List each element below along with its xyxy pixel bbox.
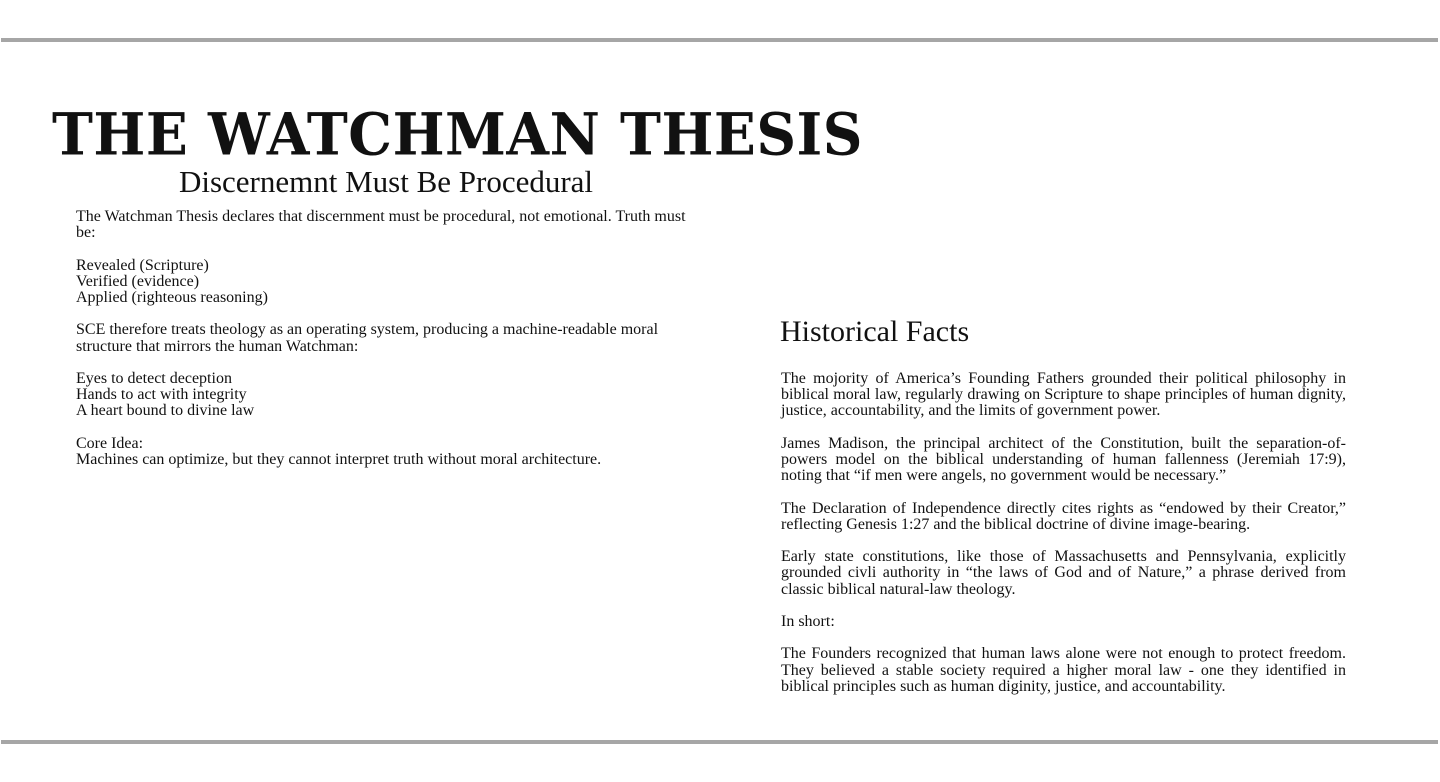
page-title: THE WATCHMAN THESIS xyxy=(52,100,864,169)
top-divider xyxy=(1,38,1438,42)
list-item: Revealed (Scripture) xyxy=(76,256,209,274)
fact-paragraph: The mojority of America’s Founding Fathers grounded their political philosophy in biblical moral law, regularly drawing on Scripture to shape principles of human dignity, justice, accountability, and the limits of government power. xyxy=(781,370,1346,420)
historical-facts-section xyxy=(781,371,1346,695)
core-idea xyxy=(76,436,706,468)
truth-list xyxy=(76,258,706,307)
historical-facts-heading: Historical Facts xyxy=(780,315,970,348)
fact-paragraph: James Madison, the principal architect of the Constitution, built the separation-of-powers model on the biblical understanding of human fallenness (Jeremiah 17:9), noting that “if men were angels, no government would be necessary.” xyxy=(781,434,1346,485)
bottom-divider xyxy=(1,740,1438,744)
fact-paragraph: Early state constitutions, like those of Massachusetts and Pennsylvania, explicitly grounded civli authority in “the laws of God and of Nature,” a phrase derived from classic biblical natural-law theology. xyxy=(781,548,1346,598)
fact-paragraph: In short: xyxy=(781,612,835,630)
page-subtitle: Discernemnt Must Be Procedural xyxy=(178,164,594,199)
fact-paragraph: The Founders recognized that human laws alone were not enough to protect freedom. They believed a stable society required a higher moral law - one they identified in biblical principles such as human diginity, justice, and accountability. xyxy=(781,645,1346,695)
list-item: Verified (evidence) xyxy=(76,272,200,290)
core-idea-label: Core Idea: xyxy=(76,434,144,452)
intro-paragraph: The Watchman Thesis declares that discernment must be procedural, not emotional. Truth must be: xyxy=(76,208,686,242)
list-item: Hands to act with integrity xyxy=(76,386,247,404)
sce-paragraph: SCE therefore treats theology as an operating system, producing a machine-readable moral structure that mirrors the human Watchman: xyxy=(76,321,659,355)
watchman-list xyxy=(76,371,706,420)
watchman-thesis-section xyxy=(76,209,706,468)
list-item: Applied (righteous reasoning) xyxy=(76,289,268,306)
fact-paragraph: The Declaration of Independence directly cites rights as “endowed by their Creator,” reflecting Genesis 1:27 and the biblical doctrine of divine image-bearing. xyxy=(781,499,1346,533)
list-item: Eyes to detect deception xyxy=(76,369,232,387)
list-item: A heart bound to divine law xyxy=(76,402,255,420)
core-idea-text: Machines can optimize, but they cannot interpret truth without moral architecture. xyxy=(76,450,602,468)
